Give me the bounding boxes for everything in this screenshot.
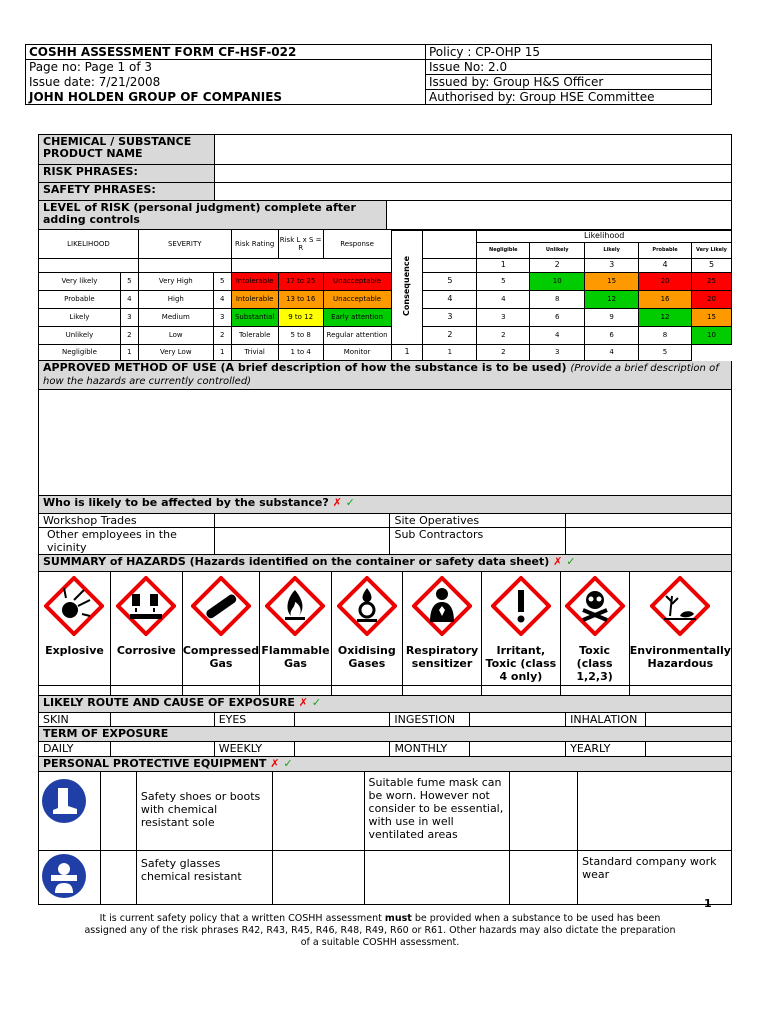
hazard-check[interactable] — [110, 686, 182, 696]
route-ingestion-field[interactable] — [470, 713, 566, 727]
rating-cell: Intolerable — [231, 290, 278, 308]
term-table — [38, 742, 732, 757]
workshop-trades: Workshop Trades — [39, 514, 215, 528]
severity-header: SEVERITY — [138, 230, 231, 258]
hazard-check[interactable] — [560, 686, 629, 696]
lik-num: 5 — [120, 272, 138, 290]
matrix-row — [39, 344, 732, 360]
hazard-check[interactable] — [260, 686, 332, 696]
route-skin-field[interactable] — [110, 713, 214, 727]
matrix-corner — [423, 230, 477, 258]
sev-num: 5 — [213, 272, 231, 290]
term-monthly: MONTHLY — [390, 742, 470, 756]
ppe-blank[interactable] — [510, 850, 578, 904]
matrix-cell: 9 — [585, 308, 639, 326]
oxidiser-icon — [337, 576, 397, 636]
tick-mark-icon: ✓ — [311, 696, 322, 709]
sub-contractors: Sub Contractors — [390, 528, 566, 555]
x-mark-icon: ✗ — [270, 756, 280, 770]
matrix-row — [39, 290, 732, 308]
cons-num: 2 — [423, 326, 477, 344]
response-cell: Unacceptable — [323, 272, 391, 290]
hazard-check[interactable] — [402, 686, 481, 696]
consequence-cell — [391, 230, 423, 344]
route-table — [38, 713, 732, 728]
issued-by: Issued by: Group H&S Officer — [426, 75, 712, 90]
rating-cell: Trivial — [231, 344, 278, 360]
workwear-text: Standard company work wear — [578, 850, 732, 904]
form-header — [25, 44, 712, 105]
footer-text: It is current safety policy that a written COSHH assessment — [99, 913, 382, 924]
tick-mark-icon: ✓ — [345, 495, 355, 509]
sev-label: High — [138, 290, 213, 308]
page-no: Page no: Page 1 of 3 — [26, 60, 426, 75]
hazards-header — [39, 555, 732, 571]
hazard-label: Flammable Gas — [261, 643, 330, 670]
matrix-row — [39, 272, 732, 290]
other-employees-field[interactable] — [214, 528, 390, 555]
page-number: 1 — [704, 897, 712, 910]
site-operatives-field[interactable] — [566, 514, 732, 528]
matrix-cell: 3 — [530, 344, 585, 360]
matrix-cell: 10 — [691, 326, 731, 344]
affected-table — [38, 514, 732, 556]
matrix-cell: 16 — [639, 290, 692, 308]
matrix-cell: 2 — [477, 344, 530, 360]
policy: Policy : CP-OHP 15 — [426, 45, 712, 60]
method-note: (Provide a brief description of how the hazards are currently controlled) — [43, 362, 719, 387]
matrix-cell: 6 — [585, 326, 639, 344]
hazard-oxidising[interactable] — [331, 572, 402, 686]
affected-label: Who is likely to be affected by the substance? — [43, 495, 329, 509]
corrosive-icon — [116, 576, 176, 636]
boots-text: Safety shoes or boots with chemical resistant sole — [136, 772, 272, 850]
assessment-form — [38, 134, 732, 905]
term-weekly: WEEKLY — [214, 742, 294, 756]
matrix-cell: 10 — [530, 272, 585, 290]
company-name: JOHN HOLDEN GROUP OF COMPANIES — [26, 90, 426, 105]
lik-num-2: 2 — [530, 258, 585, 272]
hazard-check[interactable] — [629, 686, 731, 696]
hazard-compressed-gas[interactable] — [182, 572, 259, 686]
hazard-check[interactable] — [331, 686, 402, 696]
hazards-header-table — [38, 555, 732, 572]
hazard-label: Irritant, Toxic (class 4 only) — [485, 643, 557, 683]
footer-text: be provided when a substance to be used has been assigned any of the risk phrases R42, R43, R45, R46, R48, R49, R60 or R61. Other hazards may also dictate the preparation of a suitable COSHH assessment. — [84, 913, 676, 948]
mask-check[interactable] — [510, 772, 578, 850]
ppe-blank[interactable] — [364, 850, 510, 904]
mask-text: Suitable fume mask can be worn. However not consider to be essential, with use in well ventilated areas — [364, 772, 510, 850]
health-hazard-icon — [412, 576, 472, 636]
matrix-row — [39, 308, 732, 326]
matrix-cell: 1 — [423, 344, 477, 360]
boots-cell — [39, 772, 101, 850]
matrix-cell: 15 — [691, 308, 731, 326]
ppe-label: PERSONAL PROTECTIVE EQUIPMENT — [43, 756, 267, 770]
hazard-label: Corrosive — [116, 643, 176, 657]
safety-glasses-icon — [41, 853, 87, 899]
matrix-cell: 20 — [639, 272, 692, 290]
route-inhalation-field[interactable] — [646, 713, 732, 727]
hazard-check[interactable] — [182, 686, 259, 696]
lik-label: Negligible — [39, 344, 121, 360]
sub-contractors-field[interactable] — [566, 528, 732, 555]
sev-num: 2 — [213, 326, 231, 344]
lik-num-4: 4 — [639, 258, 692, 272]
lik-label: Very likely — [39, 272, 121, 290]
route-eyes: EYES — [214, 713, 294, 727]
level-of-risk-field[interactable] — [387, 201, 732, 229]
route-inhalation: INHALATION — [566, 713, 646, 727]
other-employees: Other employees in the vicinity — [39, 528, 215, 555]
hazard-label: Respiratory sensitizer — [405, 643, 479, 670]
safety-boots-icon — [41, 778, 87, 824]
route-skin: SKIN — [39, 713, 111, 727]
lik-label: Probable — [39, 290, 121, 308]
matrix-cell: 6 — [530, 308, 585, 326]
hazard-label: Compressed Gas — [182, 643, 260, 670]
method-header — [39, 361, 732, 390]
hazard-symbols — [38, 572, 732, 697]
rating-cell: Intolerable — [231, 272, 278, 290]
x-mark-icon: ✗ — [298, 696, 308, 709]
cons-num: 1 — [391, 344, 423, 360]
hazard-label: Toxic (class 1,2,3) — [576, 643, 613, 683]
matrix-cell: 12 — [639, 308, 692, 326]
lik-label: Unlikely — [39, 326, 121, 344]
blank-cell — [231, 258, 391, 272]
tick-mark-icon: ✓ — [283, 756, 293, 770]
route-eyes-field[interactable] — [294, 713, 390, 727]
matrix-cell: 4 — [477, 290, 530, 308]
product-name-field[interactable] — [215, 135, 732, 165]
matrix-cell: 4 — [585, 344, 639, 360]
sev-num: 4 — [213, 290, 231, 308]
hazard-label: Environmentally Hazardous — [629, 643, 731, 670]
cons-num: 4 — [423, 290, 477, 308]
glasses-cell — [39, 850, 101, 904]
matrix-cell: 8 — [639, 326, 692, 344]
boots-check[interactable] — [100, 772, 136, 850]
lik-col-1: Negligible — [477, 242, 530, 258]
hazard-check[interactable] — [39, 686, 111, 696]
term-monthly-field[interactable] — [470, 742, 566, 756]
range-cell: 17 to 25 — [278, 272, 323, 290]
lik-label: Likely — [39, 308, 121, 326]
route-ingestion: INGESTION — [390, 713, 470, 727]
safety-phrases-label: SAFETY PHRASES: — [39, 183, 215, 201]
risk-rating-header: Risk Rating — [231, 230, 278, 258]
rating-cell: Tolerable — [231, 326, 278, 344]
matrix-cell: 5 — [477, 272, 530, 290]
range-cell: 5 to 8 — [278, 326, 323, 344]
hazard-check[interactable] — [482, 686, 560, 696]
ppe-blank[interactable] — [272, 850, 364, 904]
glasses-text: Safety glasses chemical resistant — [136, 850, 272, 904]
term-yearly: YEARLY — [566, 742, 646, 756]
matrix-cell: 2 — [477, 326, 530, 344]
range-cell: 1 to 4 — [278, 344, 323, 360]
route-header-table — [38, 696, 732, 713]
risk-matrix — [38, 230, 732, 361]
sev-label: Very High — [138, 272, 213, 290]
gloves-cell[interactable] — [272, 772, 364, 850]
sev-label: Low — [138, 326, 213, 344]
lik-num-5: 5 — [691, 258, 731, 272]
term-header-table — [38, 727, 732, 742]
hazard-flammable[interactable] — [260, 572, 332, 686]
lik-col-3: Likely — [585, 242, 639, 258]
footer-must: must — [384, 913, 412, 924]
tick-mark-icon: ✓ — [566, 555, 576, 568]
site-operatives: Site Operatives — [390, 514, 566, 528]
environment-icon — [650, 576, 710, 636]
route-label: LIKELY ROUTE AND CAUSE OF EXPOSURE — [43, 696, 295, 709]
term-daily-field[interactable] — [110, 742, 214, 756]
level-section — [38, 201, 732, 230]
sev-label: Medium — [138, 308, 213, 326]
matrix-cell: 8 — [530, 290, 585, 308]
lik-num: 4 — [120, 290, 138, 308]
hazard-respiratory[interactable] — [402, 572, 481, 686]
lik-num: 1 — [120, 344, 138, 360]
level-of-risk-label: LEVEL of RISK (personal judgment) complete after adding controls — [39, 201, 387, 229]
risk-phrases-label: RISK PHRASES: — [39, 165, 215, 183]
matrix-cell: 25 — [691, 272, 731, 290]
range-cell: 13 to 16 — [278, 290, 323, 308]
risk-phrases-field[interactable] — [215, 165, 732, 183]
response-cell: Monitor — [323, 344, 391, 360]
hazard-corrosive[interactable] — [110, 572, 182, 686]
skull-icon — [565, 576, 625, 636]
matrix-cell: 20 — [691, 290, 731, 308]
hazard-environment[interactable] — [629, 572, 731, 686]
hazard-label: Oxidising Gases — [337, 643, 396, 670]
lxs-header: Risk L x S = R — [278, 230, 323, 258]
hazard-irritant[interactable] — [482, 572, 560, 686]
x-mark-icon: ✗ — [553, 555, 563, 568]
term-weekly-field[interactable] — [294, 742, 390, 756]
flame-icon — [265, 576, 325, 636]
lik-num: 3 — [120, 308, 138, 326]
ppe-header-table — [38, 757, 732, 773]
method-field[interactable] — [39, 389, 732, 495]
lik-num-1: 1 — [477, 258, 530, 272]
likelihood-title: Likelihood — [477, 230, 732, 242]
hazard-explosive[interactable] — [39, 572, 111, 686]
matrix-cell: 4 — [530, 326, 585, 344]
matrix-cell: 12 — [585, 290, 639, 308]
explosive-icon — [44, 576, 104, 636]
route-header — [39, 696, 732, 712]
lik-col-5: Very Likely — [691, 242, 731, 258]
blank-cell — [39, 258, 139, 272]
lik-col-4: Probable — [639, 242, 692, 258]
product-name-label: CHEMICAL / SUBSTANCE PRODUCT NAME — [39, 135, 215, 165]
blank-cell — [138, 258, 231, 272]
policy-footer — [80, 913, 680, 949]
lik-num: 2 — [120, 326, 138, 344]
blank-cell — [423, 258, 477, 272]
response-cell: Early attention — [323, 308, 391, 326]
rating-cell: Substantial — [231, 308, 278, 326]
ppe-table — [38, 772, 732, 905]
authorised-by: Authorised by: Group HSE Committee — [426, 90, 712, 105]
glasses-check[interactable] — [100, 850, 136, 904]
sev-num: 3 — [213, 308, 231, 326]
response-cell: Unacceptable — [323, 290, 391, 308]
safety-phrases-field[interactable] — [215, 183, 732, 201]
term-yearly-field[interactable] — [646, 742, 732, 756]
lik-num-3: 3 — [585, 258, 639, 272]
affected-header — [39, 495, 732, 513]
workshop-trades-field[interactable] — [214, 514, 390, 528]
exclamation-icon — [491, 576, 551, 636]
method-label: APPROVED METHOD OF USE (A brief description of how the substance is to be used) — [43, 360, 567, 374]
ppe-header — [39, 757, 732, 772]
range-cell: 9 to 12 — [278, 308, 323, 326]
consequence-label: Consequence — [402, 256, 411, 316]
cons-num: 3 — [423, 308, 477, 326]
product-section — [38, 134, 732, 201]
issue-date: Issue date: 7/21/2008 — [26, 75, 426, 90]
hazard-toxic[interactable] — [560, 572, 629, 686]
response-header: Response — [323, 230, 391, 258]
lik-col-2: Unlikely — [530, 242, 585, 258]
matrix-row — [39, 326, 732, 344]
hazard-label: Explosive — [45, 643, 104, 657]
issue-no: Issue No: 2.0 — [426, 60, 712, 75]
term-daily: DAILY — [39, 742, 111, 756]
ppe-blank[interactable] — [578, 772, 732, 850]
sev-num: 1 — [213, 344, 231, 360]
x-mark-icon: ✗ — [332, 495, 342, 509]
cons-num: 5 — [423, 272, 477, 290]
matrix-cell: 5 — [639, 344, 692, 360]
gas-cylinder-icon — [191, 576, 251, 636]
matrix-cell: 3 — [477, 308, 530, 326]
response-cell: Regular attention — [323, 326, 391, 344]
sev-label: Very Low — [138, 344, 213, 360]
method-section — [38, 361, 732, 514]
hazards-label: SUMMARY of HAZARDS (Hazards identified on the container or safety data sheet) — [43, 555, 550, 568]
likelihood-header: LIKELIHOOD — [39, 230, 139, 258]
matrix-cell: 15 — [585, 272, 639, 290]
form-title: COSHH ASSESSMENT FORM CF-HSF-022 — [26, 45, 426, 60]
term-label: TERM OF EXPOSURE — [39, 727, 732, 742]
